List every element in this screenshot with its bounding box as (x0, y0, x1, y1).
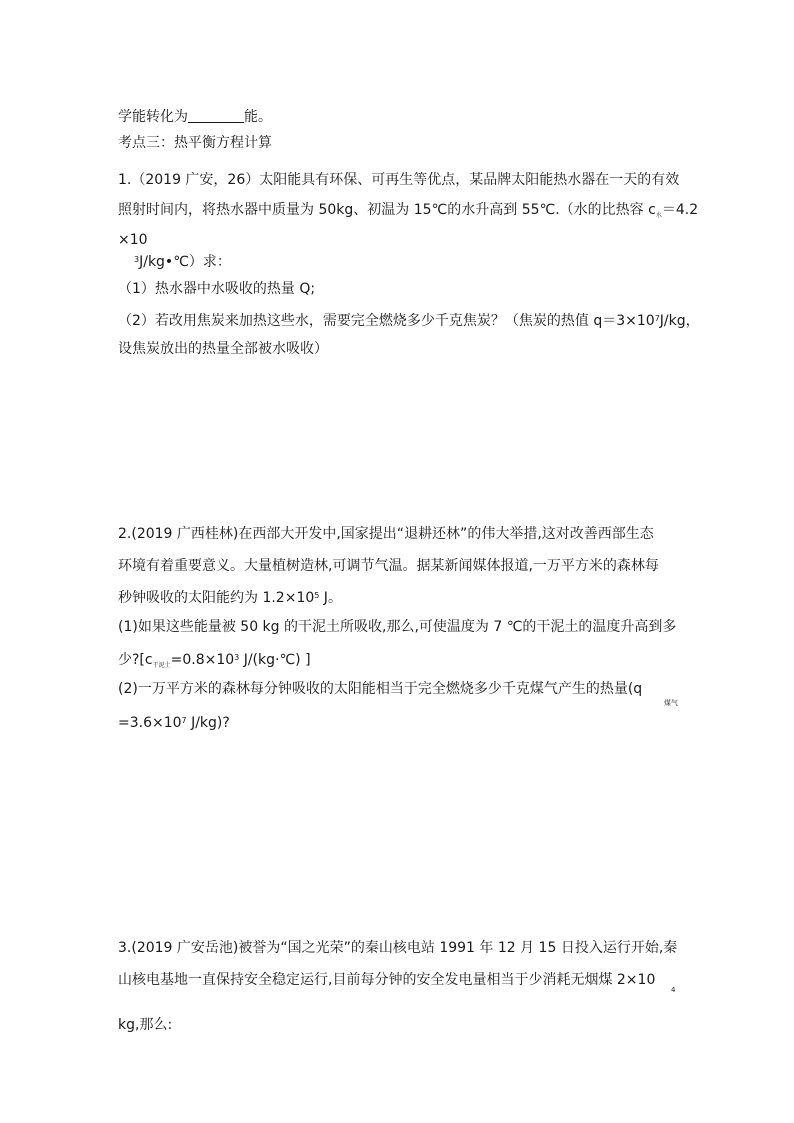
q2-subquestion-1-cont (118, 648, 311, 676)
q3-line-1: 3.(2019 广安岳池)被誉为“国之光荣”的秦山核电站 1991 年 12 月 15 日投入运行开始,秦 (118, 940, 678, 956)
q3-line-3: kg,那么: (118, 1017, 173, 1033)
q2-subquestion-2-cont (118, 711, 230, 733)
q2-subquestion-2: (2)一万平方米的森林每分钟吸收的太阳能相当于完全燃烧多少千克煤气产生的热量(q (118, 681, 643, 697)
q2-sq2-text-a: =3.6×10 (118, 715, 182, 731)
answer-blank[interactable] (188, 108, 244, 123)
q2-sq2-text-b: J/kg)? (186, 715, 230, 731)
q2-subscript-gas: 煤气 (664, 699, 678, 707)
q1-line-2-text: 照射时间内，将热水器中质量为 50kg、初温为 15℃的水升高到 55℃.（水的比热容 c (118, 202, 656, 218)
fill-in-suffix: 能。 (244, 109, 272, 125)
q2-subscript-dry-soil: 干泥土 (152, 662, 171, 669)
q1-line-3: ×10 (118, 232, 148, 248)
q2-sq1-exponent: 3 (234, 653, 240, 662)
q2-sq1-text-a: 少?[c (118, 652, 153, 668)
fill-in-line (118, 107, 272, 127)
q1-line-2-value: ＝4.2 (661, 202, 699, 218)
q1-unit: J/kg•℃）求： (139, 254, 231, 270)
q1-line-4 (134, 250, 231, 272)
q3-exponent: 4 (671, 986, 676, 994)
q2-subquestion-1: (1)如果这些能量被 50 kg 的干泥土所吸收,那么,可使温度为 7 ℃的干泥土的温度升高到多 (118, 619, 677, 635)
q1-subquestion-2-text: （2）若改用焦炭来加热这些水，需要完全燃烧多少千克焦炭？（焦炭的热值 q＝3×10 (118, 313, 655, 329)
section-heading: 考点三：热平衡方程计算 (118, 135, 272, 151)
q1-subquestion-2-exponent: 7 (654, 314, 660, 323)
q1-exponent: 3 (134, 255, 140, 264)
q2-line-3 (118, 586, 342, 608)
q2-sq2-exponent: 7 (181, 716, 187, 725)
q2-line-1: 2.(2019 广西桂林)在西部大开发中,国家提出“退耕还林”的伟大举措,这对改善西部生态 (118, 526, 654, 542)
fill-in-prefix: 学能转化为 (118, 109, 188, 125)
q3-line-2: 山核电基地一直保持安全稳定运行,目前每分钟的安全发电量相当于少消耗无烟煤 2×10 (118, 972, 656, 988)
q1-subscript-water: 水 (655, 212, 662, 219)
q1-line-2 (118, 200, 698, 226)
q1-subquestion-2 (118, 309, 700, 331)
q1-subquestion-2-unit: J/kg， (659, 313, 700, 329)
q2-sq1-text-b: =0.8×10 (170, 652, 235, 668)
q1-subquestion-1: （1）热水器中水吸收的热量 Q; (118, 281, 316, 297)
q1-subquestion-2-cont: 设焦炭放出的热量全部被水吸收） (118, 341, 328, 357)
q2-line-2: 环境有着重要意义。大量植树造林,可调节气温。据某新闻媒体报道,一万平方米的森林每 (118, 558, 659, 574)
q2-line-3-exponent: 5 (314, 591, 320, 600)
q1-line-1: 1.（2019 广安，26）太阳能具有环保、可再生等优点，某品牌太阳能热水器在一天的有效 (118, 172, 680, 188)
q2-sq1-text-c: J/(kg·℃) ] (239, 652, 311, 668)
q2-line-3-text: 秒钟吸收的太阳能约为 1.2×10 (118, 590, 315, 606)
q2-line-3-unit: J。 (319, 590, 342, 606)
